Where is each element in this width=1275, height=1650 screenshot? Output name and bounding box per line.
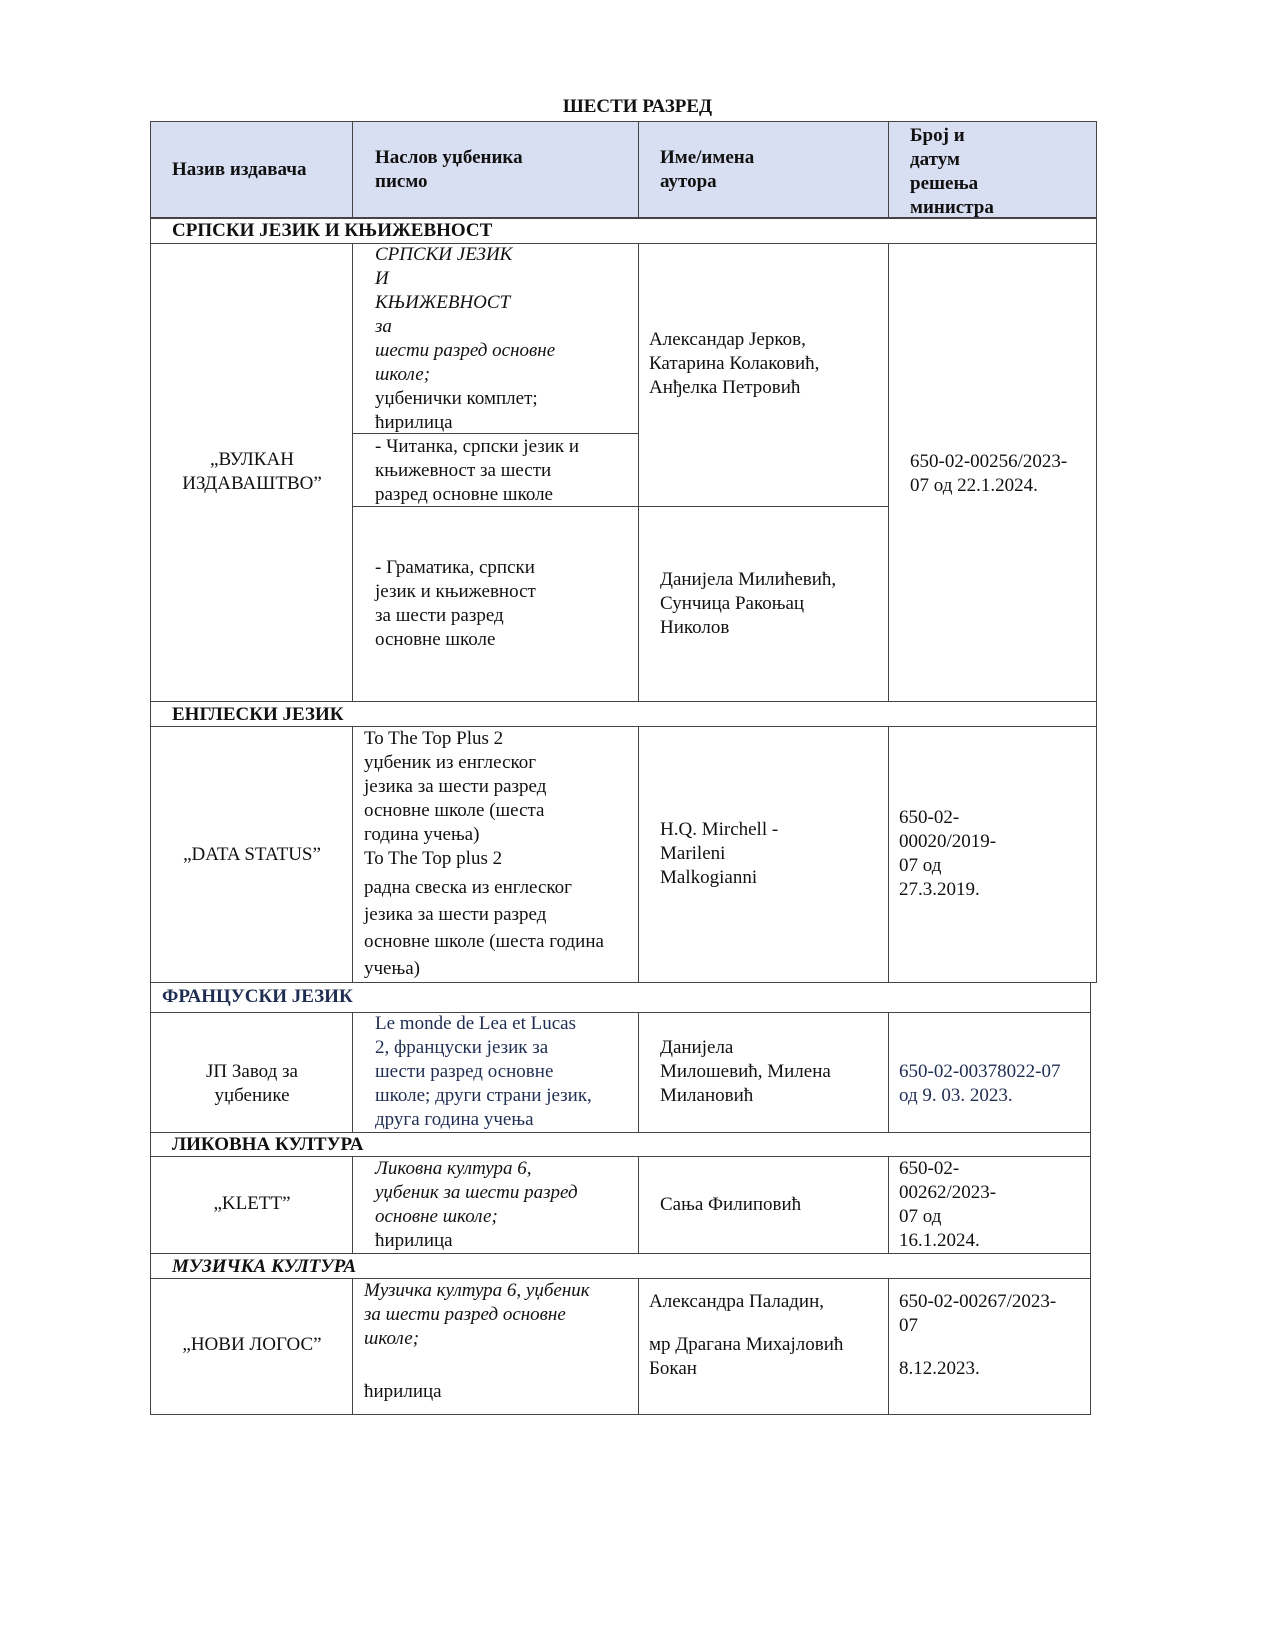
- header-decision: Број и датум решења министра: [910, 125, 994, 218]
- authors-music-1: Александра Паладин,: [649, 1291, 824, 1312]
- title-english-1: To The Top Plus 2 уџбеник из енглеског језика за шести разред основне школе (шеста година учења) To The Top plus 2: [364, 728, 547, 869]
- section-title-art: ЛИКОВНА КУЛТУРА: [172, 1134, 364, 1155]
- title-music-script: ћирилица: [364, 1381, 442, 1402]
- authors-art: Сања Филиповић: [660, 1194, 802, 1215]
- title-serbian-reader: - Читанка, српски језик и књижевност за шести разред основне школе: [375, 436, 580, 505]
- header-publisher: Назив издавача: [172, 159, 307, 180]
- decision-music-number: 650-02-00267/2023- 07: [899, 1291, 1057, 1336]
- authors-music-2: мр Драгана Михајловић Бокан: [649, 1334, 844, 1379]
- title-english-2: радна свеска из енглеског језика за шести разред основне школе (шеста година учења): [364, 877, 604, 979]
- decision-art: 650-02- 00262/2023- 07 од 16.1.2024.: [899, 1158, 997, 1251]
- title-french: Le monde de Lea et Lucas 2, француски језик за шести разред основне школе; други страни језик, друга година учења: [375, 1013, 592, 1130]
- decision-french: 650-02-00378022-07 од 9. 03. 2023.: [899, 1061, 1061, 1106]
- title-art: Ликовна култура 6, уџбеник за шести разред основне школе;: [375, 1158, 578, 1227]
- publisher-french: ЈП Завод за уџбенике: [206, 1061, 298, 1106]
- decision-serbian: 650-02-00256/2023- 07 од 22.1.2024.: [910, 451, 1068, 496]
- header-title: Наслов уџбеника писмо: [375, 147, 523, 192]
- publisher-english: „DATA STATUS”: [183, 844, 321, 865]
- publisher-serbian: „ВУЛКАН ИЗДАВАШТВО”: [182, 449, 322, 494]
- title-serbian-main: СРПСКИ ЈЕЗИК И КЊИЖЕВНОСТ за шести разред основне школе;: [375, 244, 556, 385]
- decision-music-date: 8.12.2023.: [899, 1358, 980, 1379]
- title-serbian-script: уџбенички комплет; ћирилица: [375, 388, 538, 433]
- section-title-english: ЕНГЛЕСКИ ЈЕЗИК: [172, 704, 344, 725]
- authors-serbian-2: Данијела Милићевић, Сунчица Ракоњац Николов: [660, 569, 837, 638]
- section-title-french: ФРАНЦУСКИ ЈЕЗИК: [162, 986, 353, 1007]
- title-music: Музичка култура 6, уџбеник за шести разред основне школе;: [364, 1280, 590, 1349]
- section-title-music: МУЗИЧКА КУЛТУРА: [172, 1256, 357, 1277]
- section-title-serbian: СРПСКИ ЈЕЗИК И КЊИЖЕВНОСТ: [172, 220, 493, 241]
- authors-english: H.Q. Mirchell - Marileni Malkogianni: [660, 819, 779, 888]
- title-art-script: ћирилица: [375, 1230, 453, 1251]
- authors-french: Данијела Милошевић, Милена Милановић: [660, 1037, 831, 1106]
- publisher-music: „НОВИ ЛОГОС”: [182, 1334, 322, 1355]
- page-title: ШЕСТИ РАЗРЕД: [562, 96, 713, 117]
- authors-serbian-1: Александар Јерков, Катарина Колаковић, Анђелка Петровић: [649, 329, 820, 398]
- header-authors: Име/имена аутора: [660, 147, 755, 192]
- title-serbian-grammar: - Граматика, српски језик и књижевност за шести разред основне школе: [375, 557, 536, 650]
- decision-english: 650-02- 00020/2019- 07 од 27.3.2019.: [899, 807, 997, 900]
- publisher-art: „KLETT”: [213, 1193, 291, 1214]
